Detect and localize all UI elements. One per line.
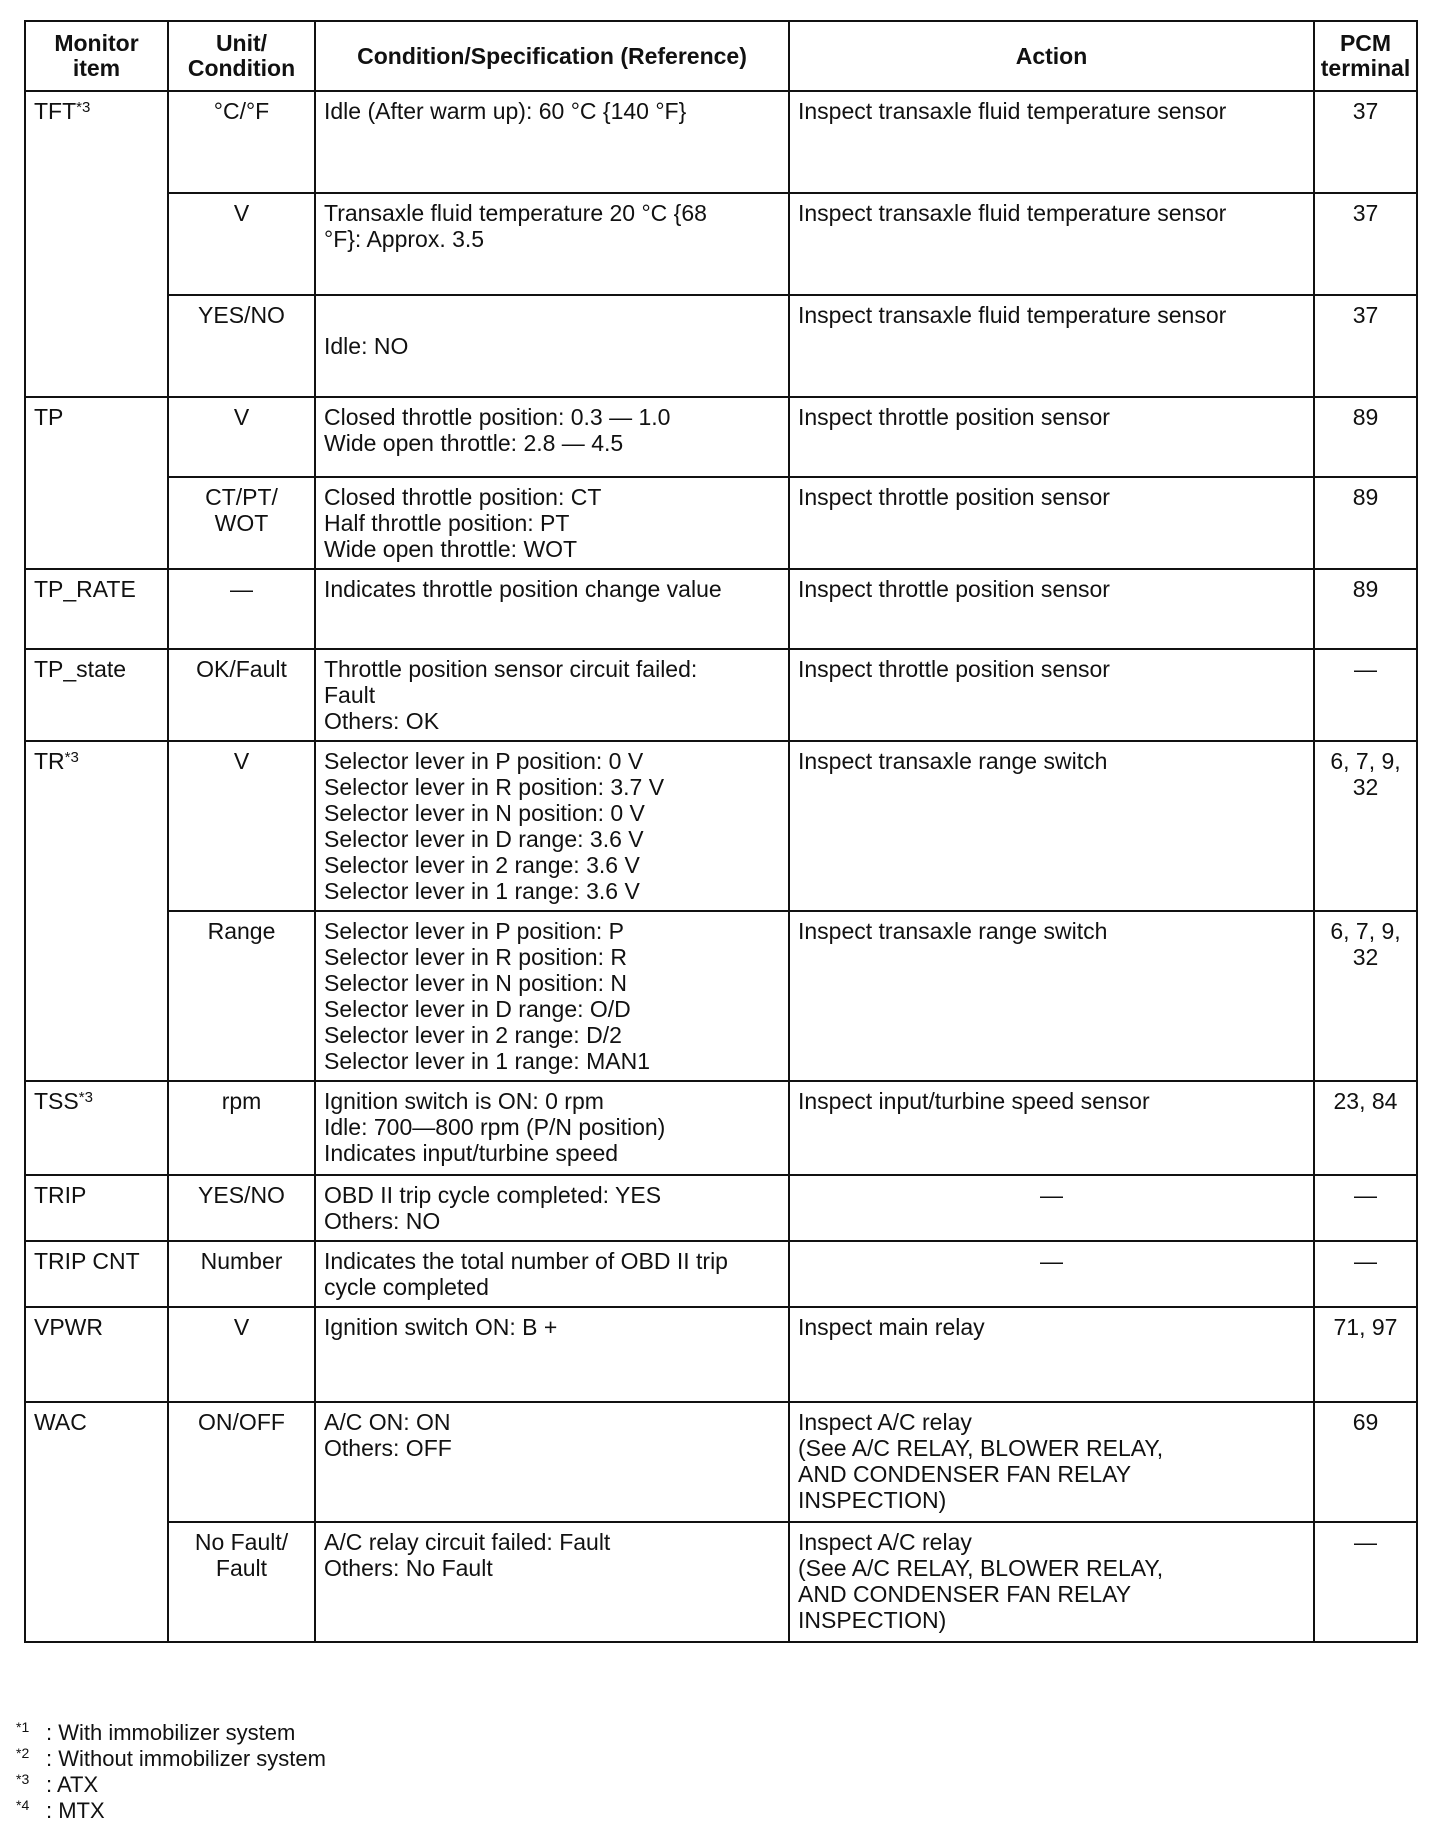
unit-cell: V bbox=[168, 397, 315, 477]
terminal-cell: — bbox=[1314, 1522, 1417, 1642]
table-row-tp-2 bbox=[25, 477, 1417, 569]
table-header-row bbox=[25, 21, 1417, 91]
condition-cell: Closed throttle position: 0.3 — 1.0 Wide open throttle: 2.8 — 4.5 bbox=[315, 397, 789, 477]
table-row-trip-cnt bbox=[25, 1241, 1417, 1307]
table-row-tft-2 bbox=[25, 193, 1417, 295]
monitor-item-table bbox=[24, 20, 1418, 1643]
table-row-tr-1 bbox=[25, 741, 1417, 911]
table-row-tr-2 bbox=[25, 911, 1417, 1081]
table-row-tft-1 bbox=[25, 91, 1417, 193]
monitor-item-trip: TRIP bbox=[25, 1175, 168, 1241]
condition-cell: Indicates the total number of OBD II trip cycle completed bbox=[315, 1241, 789, 1307]
unit-cell: YES/NO bbox=[168, 295, 315, 397]
monitor-item-tp-rate: TP_RATE bbox=[25, 569, 168, 649]
unit-cell: Number bbox=[168, 1241, 315, 1307]
item-name: TSS bbox=[34, 1088, 79, 1114]
condition-cell: OBD II trip cycle completed: YES Others: NO bbox=[315, 1175, 789, 1241]
unit-cell: rpm bbox=[168, 1081, 315, 1175]
action-cell: Inspect throttle position sensor bbox=[789, 649, 1314, 741]
unit-cell: — bbox=[168, 569, 315, 649]
footnote-text: : MTX bbox=[46, 1798, 105, 1823]
condition-cell: Ignition switch is ON: 0 rpm Idle: 700—800 rpm (P/N position) Indicates input/turbine speed bbox=[315, 1081, 789, 1175]
footnote-mark: *3 bbox=[76, 99, 91, 116]
action-cell: Inspect A/C relay (See A/C RELAY, BLOWER RELAY, AND CONDENSER FAN RELAY INSPECTION) bbox=[789, 1522, 1314, 1642]
terminal-cell: — bbox=[1314, 1241, 1417, 1307]
terminal-cell: 89 bbox=[1314, 477, 1417, 569]
header-unit-condition: Unit/ Condition bbox=[168, 21, 315, 91]
footnotes bbox=[16, 1714, 326, 1823]
condition-cell: Closed throttle position: CT Half throttle position: PT Wide open throttle: WOT bbox=[315, 477, 789, 569]
unit-cell: Range bbox=[168, 911, 315, 1081]
terminal-cell: 23, 84 bbox=[1314, 1081, 1417, 1175]
monitor-item-tr bbox=[25, 741, 168, 1081]
condition-cell: Throttle position sensor circuit failed: Fault Others: OK bbox=[315, 649, 789, 741]
condition-cell: Selector lever in P position: P Selector lever in R position: R Selector lever in N position: N Selector lever in D range: O/D Selector lever in 2 range: D/2 Selector lever in 1 range: MAN1 bbox=[315, 911, 789, 1081]
action-cell: Inspect throttle position sensor bbox=[789, 477, 1314, 569]
table-row-tp-rate bbox=[25, 569, 1417, 649]
table-row-trip bbox=[25, 1175, 1417, 1241]
action-cell: Inspect A/C relay (See A/C RELAY, BLOWER RELAY, AND CONDENSER FAN RELAY INSPECTION) bbox=[789, 1402, 1314, 1522]
action-cell: Inspect transaxle fluid temperature sensor bbox=[789, 91, 1314, 193]
action-cell: Inspect main relay bbox=[789, 1307, 1314, 1402]
unit-cell: V bbox=[168, 193, 315, 295]
unit-cell: YES/NO bbox=[168, 1175, 315, 1241]
footnote-text: : Without immobilizer system bbox=[46, 1746, 326, 1771]
table-row-tss bbox=[25, 1081, 1417, 1175]
item-name: TFT bbox=[34, 98, 77, 124]
unit-cell: ON/OFF bbox=[168, 1402, 315, 1522]
terminal-cell: 69 bbox=[1314, 1402, 1417, 1522]
header-pcm-terminal: PCM terminal bbox=[1314, 21, 1417, 91]
footnote-mark: *4 bbox=[16, 1797, 30, 1813]
condition-cell: Transaxle fluid temperature 20 °C {68 °F}: Approx. 3.5 bbox=[315, 193, 789, 295]
monitor-item-tft bbox=[25, 91, 168, 397]
condition-cell: Indicates throttle position change value bbox=[315, 569, 789, 649]
action-cell: — bbox=[789, 1175, 1314, 1241]
terminal-cell: 71, 97 bbox=[1314, 1307, 1417, 1402]
condition-cell: Ignition switch ON: B + bbox=[315, 1307, 789, 1402]
footnote-text: : With immobilizer system bbox=[46, 1720, 296, 1745]
table-row-tft-3 bbox=[25, 295, 1417, 397]
terminal-cell: 6, 7, 9, 32 bbox=[1314, 911, 1417, 1081]
action-cell: Inspect transaxle range switch bbox=[789, 911, 1314, 1081]
unit-cell: No Fault/ Fault bbox=[168, 1522, 315, 1642]
item-name: TR bbox=[34, 748, 65, 774]
monitor-item-tp-state: TP_state bbox=[25, 649, 168, 741]
table-row-wac-1 bbox=[25, 1402, 1417, 1522]
footnote-item bbox=[16, 1714, 326, 1745]
monitor-item-tss bbox=[25, 1081, 168, 1175]
action-cell: Inspect transaxle range switch bbox=[789, 741, 1314, 911]
action-cell: Inspect transaxle fluid temperature sensor bbox=[789, 295, 1314, 397]
unit-cell: V bbox=[168, 741, 315, 911]
footnote-mark: *3 bbox=[16, 1771, 30, 1787]
monitor-item-tp: TP bbox=[25, 397, 168, 569]
action-cell: Inspect throttle position sensor bbox=[789, 397, 1314, 477]
unit-cell: OK/Fault bbox=[168, 649, 315, 741]
footnote-mark: *2 bbox=[16, 1745, 30, 1761]
header-monitor-item: Monitor item bbox=[25, 21, 168, 91]
condition-cell: A/C relay circuit failed: Fault Others: No Fault bbox=[315, 1522, 789, 1642]
terminal-cell: 89 bbox=[1314, 397, 1417, 477]
action-cell: — bbox=[789, 1241, 1314, 1307]
unit-cell: V bbox=[168, 1307, 315, 1402]
footnote-item bbox=[16, 1740, 326, 1771]
action-cell: Inspect throttle position sensor bbox=[789, 569, 1314, 649]
monitor-item-vpwr: VPWR bbox=[25, 1307, 168, 1402]
terminal-cell: — bbox=[1314, 649, 1417, 741]
monitor-item-wac: WAC bbox=[25, 1402, 168, 1642]
condition-cell: Selector lever in P position: 0 V Selector lever in R position: 3.7 V Selector lever in N position: 0 V Selector lever in D range: 3.6 V Selector lever in 2 range: 3.6 V Selector lever in 1 range: 3.6 V bbox=[315, 741, 789, 911]
terminal-cell: 37 bbox=[1314, 91, 1417, 193]
terminal-cell: — bbox=[1314, 1175, 1417, 1241]
footnote-item bbox=[16, 1792, 326, 1823]
table-row-tp-1 bbox=[25, 397, 1417, 477]
terminal-cell: 37 bbox=[1314, 193, 1417, 295]
terminal-cell: 6, 7, 9, 32 bbox=[1314, 741, 1417, 911]
terminal-cell: 37 bbox=[1314, 295, 1417, 397]
condition-cell: Idle (After warm up): 60 °C {140 °F} bbox=[315, 91, 789, 193]
footnote-mark: *1 bbox=[16, 1719, 30, 1735]
monitor-item-trip-cnt: TRIP CNT bbox=[25, 1241, 168, 1307]
table-row-tp-state bbox=[25, 649, 1417, 741]
header-condition-spec: Condition/Specification (Reference) bbox=[315, 21, 789, 91]
document-sheet bbox=[24, 20, 1416, 1643]
unit-cell: °C/°F bbox=[168, 91, 315, 193]
footnote-text: : ATX bbox=[46, 1772, 99, 1797]
unit-cell: CT/PT/ WOT bbox=[168, 477, 315, 569]
action-cell: Inspect input/turbine speed sensor bbox=[789, 1081, 1314, 1175]
table-row-vpwr bbox=[25, 1307, 1417, 1402]
footnote-mark: *3 bbox=[78, 1089, 93, 1106]
action-cell: Inspect transaxle fluid temperature sensor bbox=[789, 193, 1314, 295]
condition-cell: A/C ON: ON Others: OFF bbox=[315, 1402, 789, 1522]
table-row-wac-2 bbox=[25, 1522, 1417, 1642]
terminal-cell: 89 bbox=[1314, 569, 1417, 649]
condition-cell: Idle: NO bbox=[315, 295, 789, 397]
header-action: Action bbox=[789, 21, 1314, 91]
footnote-mark: *3 bbox=[64, 749, 79, 766]
